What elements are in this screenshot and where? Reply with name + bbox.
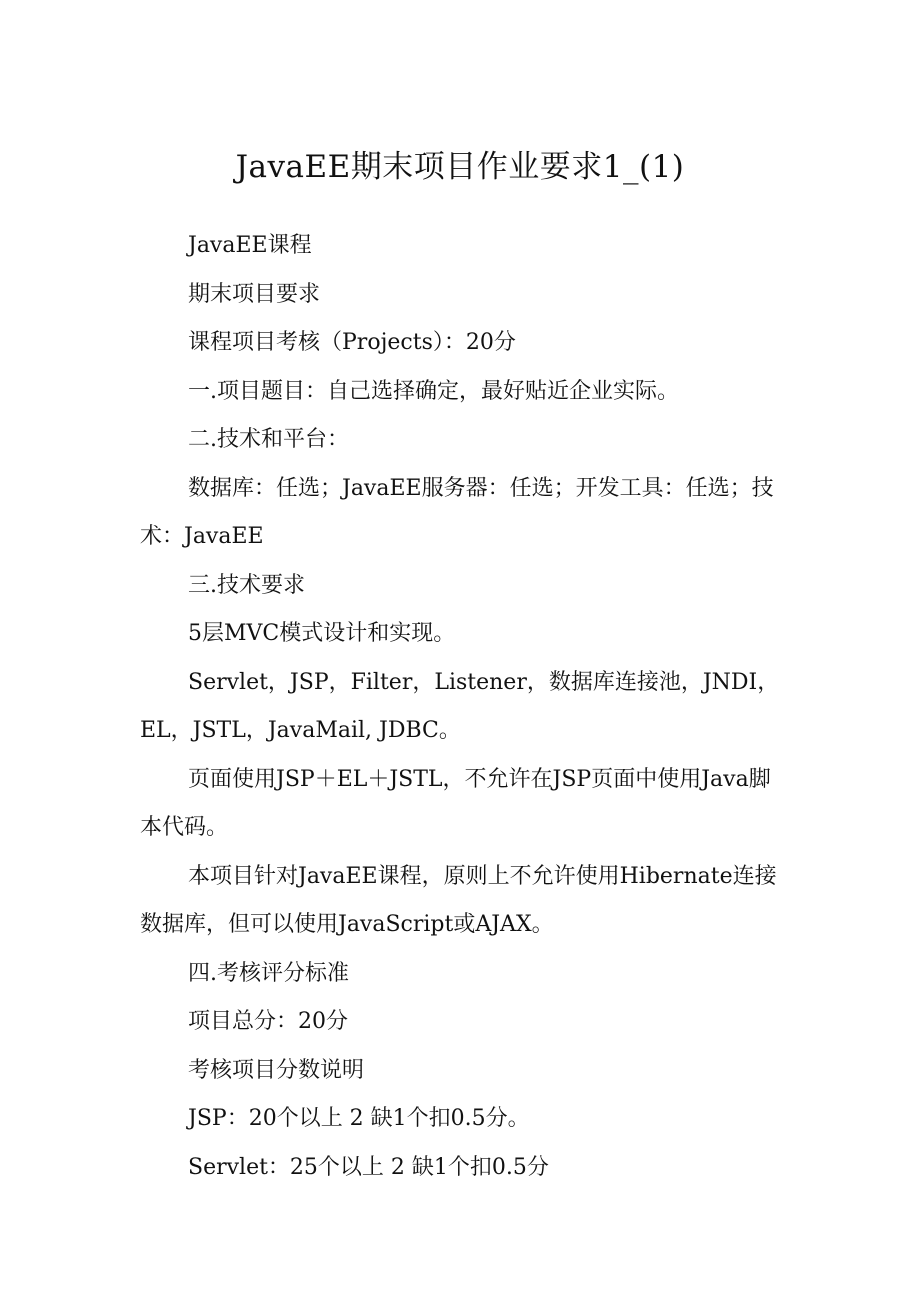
paragraph-mvc: 5层MVC模式设计和实现。 — [188, 621, 456, 646]
paragraph-jsp-score: JSP：20个以上 2 缺1个扣0.5分。 — [188, 1106, 530, 1131]
paragraph-hibernate-rule: 本项目针对JavaEE课程，原则上不允许使用Hibernate连接数据库，但可以使用JavaScript或AJAX。 — [140, 863, 777, 937]
paragraph-section-platform: 二.技术和平台： — [188, 427, 349, 452]
paragraph-score-explanation: 考核项目分数说明 — [188, 1057, 365, 1083]
paragraph-section-topic: 一.项目题目：自己选择确定，最好贴近企业实际。 — [188, 378, 679, 404]
paragraph-final-requirements: 期末项目要求 — [188, 281, 321, 307]
paragraph-tech-list: Servlet，JSP，Filter，Listener，数据库连接池，JNDI，EL，JSTL，JavaMail, JDBC。 — [140, 669, 780, 743]
paragraph-assessment: 课程项目考核（Projects）：20分 — [188, 330, 516, 355]
paragraph-section-grading: 四.考核评分标准 — [188, 960, 349, 986]
document-title: JavaEE期末项目作业要求1_(1) — [235, 149, 685, 185]
paragraph-servlet-score: Servlet：25个以上 2 缺1个扣0.5分 — [188, 1154, 549, 1180]
paragraph-course: JavaEE课程 — [188, 233, 312, 258]
paragraph-section-tech-requirements: 三.技术要求 — [188, 572, 305, 598]
paragraph-jsp-rules: 页面使用JSP＋EL＋JSTL，不允许在JSP页面中使用Java脚本代码。 — [140, 766, 771, 840]
paragraph-total-score: 项目总分：20分 — [188, 1009, 348, 1034]
paragraph-platform-details: 数据库：任选；JavaEE服务器：任选；开发工具：任选；技术：JavaEE — [140, 475, 774, 549]
document-body — [140, 222, 785, 1192]
